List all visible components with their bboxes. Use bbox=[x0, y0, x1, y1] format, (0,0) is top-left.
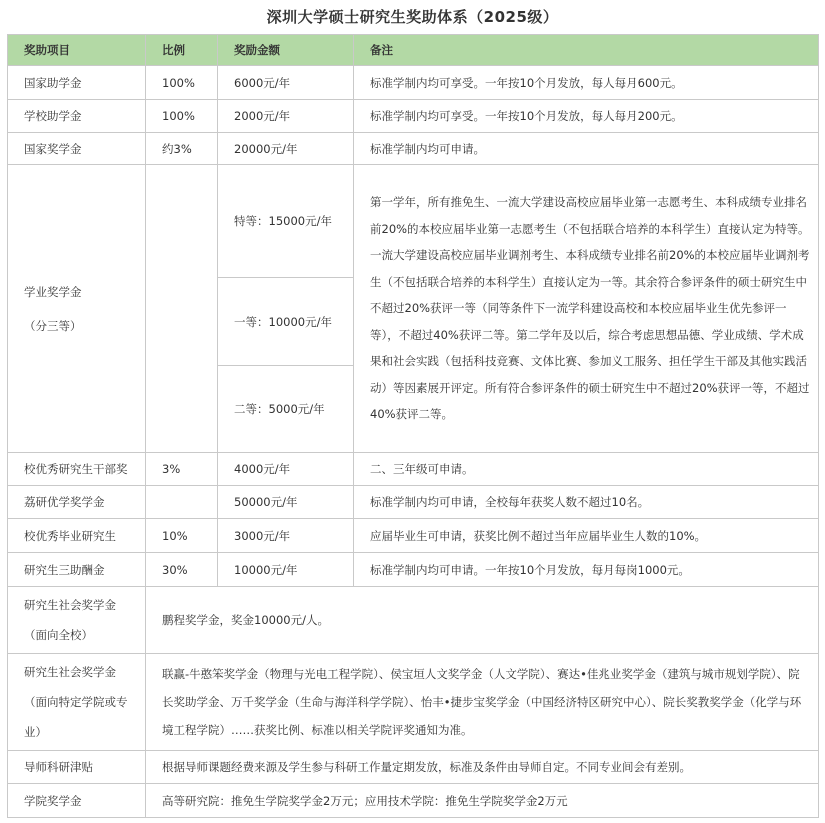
item-name: 荔研优学奖学金 bbox=[8, 486, 146, 519]
item-name: 研究生社会奖学金 bbox=[24, 665, 116, 679]
item-note: 标准学制内均可申请，全校每年获奖人数不超过10名。 bbox=[354, 486, 819, 519]
item-amount-second: 二等：5000元/年 bbox=[218, 366, 354, 453]
item-note: 标准学制内均可申请。一年按10个月发放，每月每岗1000元。 bbox=[354, 553, 819, 587]
social-specific-name-cell bbox=[8, 654, 146, 751]
item-note: 标准学制内均可享受。一年按10个月发放，每人每月600元。 bbox=[354, 66, 819, 100]
table-row bbox=[8, 751, 819, 784]
item-note: 二、三年级可申请。 bbox=[354, 453, 819, 486]
item-ratio bbox=[146, 486, 218, 519]
table-row-social-specific bbox=[8, 654, 819, 751]
table-row bbox=[8, 133, 819, 165]
social-all-name-cell bbox=[8, 587, 146, 654]
item-amount: 10000元/年 bbox=[218, 553, 354, 587]
header-ratio: 比例 bbox=[146, 35, 218, 66]
item-note: 应届毕业生可申请，获奖比例不超过当年应届毕业生人数的10%。 bbox=[354, 519, 819, 553]
item-name: 导师科研津贴 bbox=[8, 751, 146, 784]
table-row bbox=[8, 784, 819, 818]
item-name-sub2: 业） bbox=[24, 725, 47, 739]
item-ratio: 约3% bbox=[146, 133, 218, 165]
item-amount: 20000元/年 bbox=[218, 133, 354, 165]
item-content: 根据导师课题经费来源及学生参与科研工作量定期发放，标准及条件由导师自定。不同专业间会有差别。 bbox=[146, 751, 819, 784]
page-title: 深圳大学硕士研究生奖助体系（2025级） bbox=[266, 8, 559, 26]
header-note: 备注 bbox=[354, 35, 819, 66]
item-ratio-empty bbox=[146, 165, 218, 453]
academic-name-cell bbox=[8, 165, 146, 453]
item-note: 标准学制内均可享受。一年按10个月发放，每人每月200元。 bbox=[354, 100, 819, 133]
item-ratio: 100% bbox=[146, 100, 218, 133]
header-amount: 奖励金额 bbox=[218, 35, 354, 66]
item-name: 研究生社会奖学金 bbox=[24, 598, 116, 612]
item-ratio: 100% bbox=[146, 66, 218, 100]
table-row bbox=[8, 100, 819, 133]
item-content: 高等研究院：推免生学院奖学金2万元；应用技术学院：推免生学院奖学金2万元 bbox=[146, 784, 819, 818]
item-name-sub: （面向全校） bbox=[24, 628, 93, 642]
item-content: 鹏程奖学金，奖金10000元/人。 bbox=[146, 587, 819, 654]
table-row bbox=[8, 486, 819, 519]
item-name: 国家助学金 bbox=[8, 66, 146, 100]
item-note: 第一学年，所有推免生、一流大学建设高校应届毕业第一志愿考生、本科成绩专业排名前20%的本校应届毕业第一志愿考生（不包括联合培养的本科学生）直接认定为特等。一流大学建设高校应届毕业调剂考生、本科成绩专业排名前20%的本校应届毕业调剂考生（不包括联合培养的本科学生）直接认定为一等。其余符合参评条件的硕士研究生中不超过20%获评一等（同等条件下一流学科建设高校和本校应届毕业生优先参评一等），不超过40%获评二等。第二学年及以后，综合考虑思想品德、学业成绩、学术成果和社会实践（包括科技竞赛、文体比赛、参加义工服务、担任学生干部及其他实践活动）等因素展开评定。所有符合参评条件的硕士研究生中不超过20%获评一等，不超过40%获评二等。 bbox=[354, 165, 819, 453]
item-name: 学院奖学金 bbox=[8, 784, 146, 818]
item-amount: 3000元/年 bbox=[218, 519, 354, 553]
item-ratio: 10% bbox=[146, 519, 218, 553]
item-name: 研究生三助酬金 bbox=[8, 553, 146, 587]
item-amount-first: 一等：10000元/年 bbox=[218, 278, 354, 366]
item-note: 标准学制内均可申请。 bbox=[354, 133, 819, 165]
table-row bbox=[8, 66, 819, 100]
table-row bbox=[8, 553, 819, 587]
item-amount: 2000元/年 bbox=[218, 100, 354, 133]
item-amount: 6000元/年 bbox=[218, 66, 354, 100]
item-name: 校优秀毕业研究生 bbox=[8, 519, 146, 553]
item-name-sub: （分三等） bbox=[24, 318, 82, 333]
item-amount-special: 特等：15000元/年 bbox=[218, 165, 354, 278]
item-name: 学业奖学金 bbox=[24, 284, 82, 299]
item-amount: 4000元/年 bbox=[218, 453, 354, 486]
scholarship-table bbox=[7, 34, 819, 818]
item-ratio: 3% bbox=[146, 453, 218, 486]
table-row bbox=[8, 519, 819, 553]
table-row-academic bbox=[8, 165, 819, 278]
item-name-sub: （面向特定学院或专 bbox=[24, 695, 128, 709]
header-item: 奖助项目 bbox=[8, 35, 146, 66]
item-name: 校优秀研究生干部奖 bbox=[8, 453, 146, 486]
table-row-social-all bbox=[8, 587, 819, 654]
table-header-row bbox=[8, 35, 819, 66]
item-content: 联赢-牛憨笨奖学金（物理与光电工程学院）、侯宝垣人文奖学金（人文学院）、赛达•佳兆业奖学金（建筑与城市规划学院）、院长奖助学金、万千奖学金（生命与海洋科学学院）、怡丰•捷步宝奖学金（中国经济特区研究中心）、院长奖教奖学金（化学与环境工程学院）……获奖比例、标准以相关学院评奖通知为准。 bbox=[146, 654, 819, 751]
table-row bbox=[8, 453, 819, 486]
item-ratio: 30% bbox=[146, 553, 218, 587]
item-name: 学校助学金 bbox=[8, 100, 146, 133]
item-name: 国家奖学金 bbox=[8, 133, 146, 165]
item-amount: 50000元/年 bbox=[218, 486, 354, 519]
